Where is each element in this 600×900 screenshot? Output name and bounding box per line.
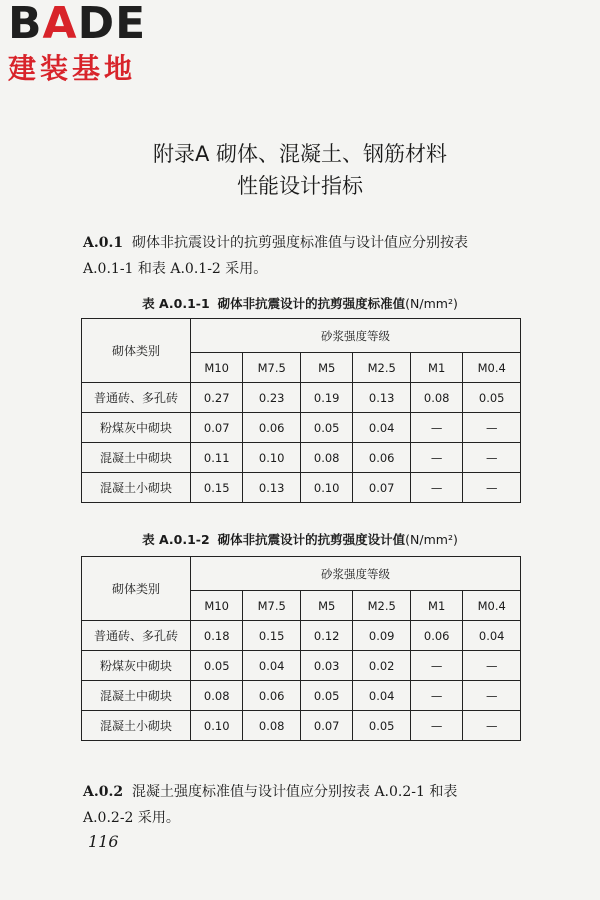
column-header: M2.5 xyxy=(353,353,411,383)
table-cell: 0.10 xyxy=(300,473,352,503)
table-cell: 0.03 xyxy=(300,651,352,681)
clause-a01 xyxy=(83,230,533,282)
table-cell: 0.04 xyxy=(463,621,521,651)
row-label: 普通砖、多孔砖 xyxy=(82,621,191,651)
table-cell: — xyxy=(463,681,521,711)
table-cell: — xyxy=(463,443,521,473)
group-header: 砂浆强度等级 xyxy=(191,319,521,353)
clause-number: A.0.1 xyxy=(83,235,124,251)
appendix-title-line1: 附录A 砌体、混凝土、钢筋材料 xyxy=(152,142,448,166)
table-cell: 0.05 xyxy=(300,681,352,711)
column-header: M2.5 xyxy=(353,591,411,621)
table-cell: — xyxy=(463,711,521,741)
table-shear-standard xyxy=(81,318,521,503)
row-label: 混凝土小砌块 xyxy=(82,473,191,503)
logo-wordmark: BADE xyxy=(8,0,147,49)
table-cell: 0.06 xyxy=(243,681,301,711)
table-cell: 0.07 xyxy=(353,473,411,503)
table-cell: — xyxy=(410,443,462,473)
table-cell: 0.08 xyxy=(191,681,243,711)
table-cell: 0.05 xyxy=(300,413,352,443)
clause-text: 砌体非抗震设计的抗剪强度标准值与设计值应分别按表 xyxy=(132,235,468,251)
table-cell: 0.07 xyxy=(191,413,243,443)
table-cell: 0.11 xyxy=(191,443,243,473)
table-cell: 0.08 xyxy=(243,711,301,741)
table-cell: 0.10 xyxy=(191,711,243,741)
table-cell: 0.13 xyxy=(353,383,411,413)
row-header: 砌体类别 xyxy=(82,557,191,621)
logo-subtitle: 建装基地 xyxy=(8,52,137,85)
table-cell: — xyxy=(410,651,462,681)
row-label: 粉煤灰中砌块 xyxy=(82,651,191,681)
table-cell: 0.13 xyxy=(243,473,301,503)
row-label: 粉煤灰中砌块 xyxy=(82,413,191,443)
appendix-title xyxy=(0,138,600,202)
column-header: M0.4 xyxy=(463,353,521,383)
table-row xyxy=(82,711,521,741)
table-cell: 0.06 xyxy=(353,443,411,473)
group-header: 砂浆强度等级 xyxy=(191,557,521,591)
table-cell: 0.15 xyxy=(191,473,243,503)
table-cell: — xyxy=(463,651,521,681)
row-header: 砌体类别 xyxy=(82,319,191,383)
column-header: M1 xyxy=(410,353,462,383)
table-cell: 0.07 xyxy=(300,711,352,741)
clause-text-cont: A.0.1-1 和表 A.0.1-2 采用。 xyxy=(83,261,268,277)
table-cell: 0.15 xyxy=(243,621,301,651)
table-cell: — xyxy=(410,711,462,741)
table-cell: 0.08 xyxy=(300,443,352,473)
table-cell: 0.08 xyxy=(410,383,462,413)
clause-text: 混凝土强度标准值与设计值应分别按表 A.0.2-1 和表 xyxy=(132,784,458,800)
table-cell: 0.19 xyxy=(300,383,352,413)
row-label: 混凝土中砌块 xyxy=(82,443,191,473)
table-cell: 0.05 xyxy=(463,383,521,413)
row-label: 混凝土中砌块 xyxy=(82,681,191,711)
table-row xyxy=(82,681,521,711)
table-row xyxy=(82,383,521,413)
row-label: 普通砖、多孔砖 xyxy=(82,383,191,413)
table-cell: — xyxy=(463,413,521,443)
row-label: 混凝土小砌块 xyxy=(82,711,191,741)
table-row xyxy=(82,443,521,473)
table1-caption: 表 A.0.1-1 砌体非抗震设计的抗剪强度标准值(N/mm²) xyxy=(142,296,458,311)
table-cell: 0.02 xyxy=(353,651,411,681)
table-cell: — xyxy=(410,473,462,503)
clause-number: A.0.2 xyxy=(83,784,124,800)
table-cell: 0.04 xyxy=(243,651,301,681)
column-header: M7.5 xyxy=(243,353,301,383)
table-cell: 0.06 xyxy=(410,621,462,651)
table-cell: 0.12 xyxy=(300,621,352,651)
column-header: M5 xyxy=(300,353,352,383)
table-cell: 0.09 xyxy=(353,621,411,651)
table-cell: 0.04 xyxy=(353,681,411,711)
table-row xyxy=(82,413,521,443)
column-header: M5 xyxy=(300,591,352,621)
column-header: M10 xyxy=(191,591,243,621)
table-row xyxy=(82,651,521,681)
table-cell: — xyxy=(463,473,521,503)
table-cell: 0.27 xyxy=(191,383,243,413)
column-header: M10 xyxy=(191,353,243,383)
table-cell: 0.18 xyxy=(191,621,243,651)
clause-a02 xyxy=(83,779,533,831)
logo xyxy=(8,2,178,94)
table-cell: 0.05 xyxy=(191,651,243,681)
table-cell: 0.04 xyxy=(353,413,411,443)
table-shear-design xyxy=(81,556,521,741)
column-header: M7.5 xyxy=(243,591,301,621)
table-row xyxy=(82,621,521,651)
table-cell: 0.23 xyxy=(243,383,301,413)
column-header: M1 xyxy=(410,591,462,621)
table-cell: 0.06 xyxy=(243,413,301,443)
table-row xyxy=(82,473,521,503)
appendix-title-line2: 性能设计指标 xyxy=(237,174,363,198)
page-number: 116 xyxy=(88,832,119,851)
column-header: M0.4 xyxy=(463,591,521,621)
table-cell: — xyxy=(410,681,462,711)
clause-text-cont: A.0.2-2 采用。 xyxy=(83,810,180,826)
table-cell: 0.05 xyxy=(353,711,411,741)
table2-caption: 表 A.0.1-2 砌体非抗震设计的抗剪强度设计值(N/mm²) xyxy=(142,532,458,547)
table-cell: — xyxy=(410,413,462,443)
table-cell: 0.10 xyxy=(243,443,301,473)
